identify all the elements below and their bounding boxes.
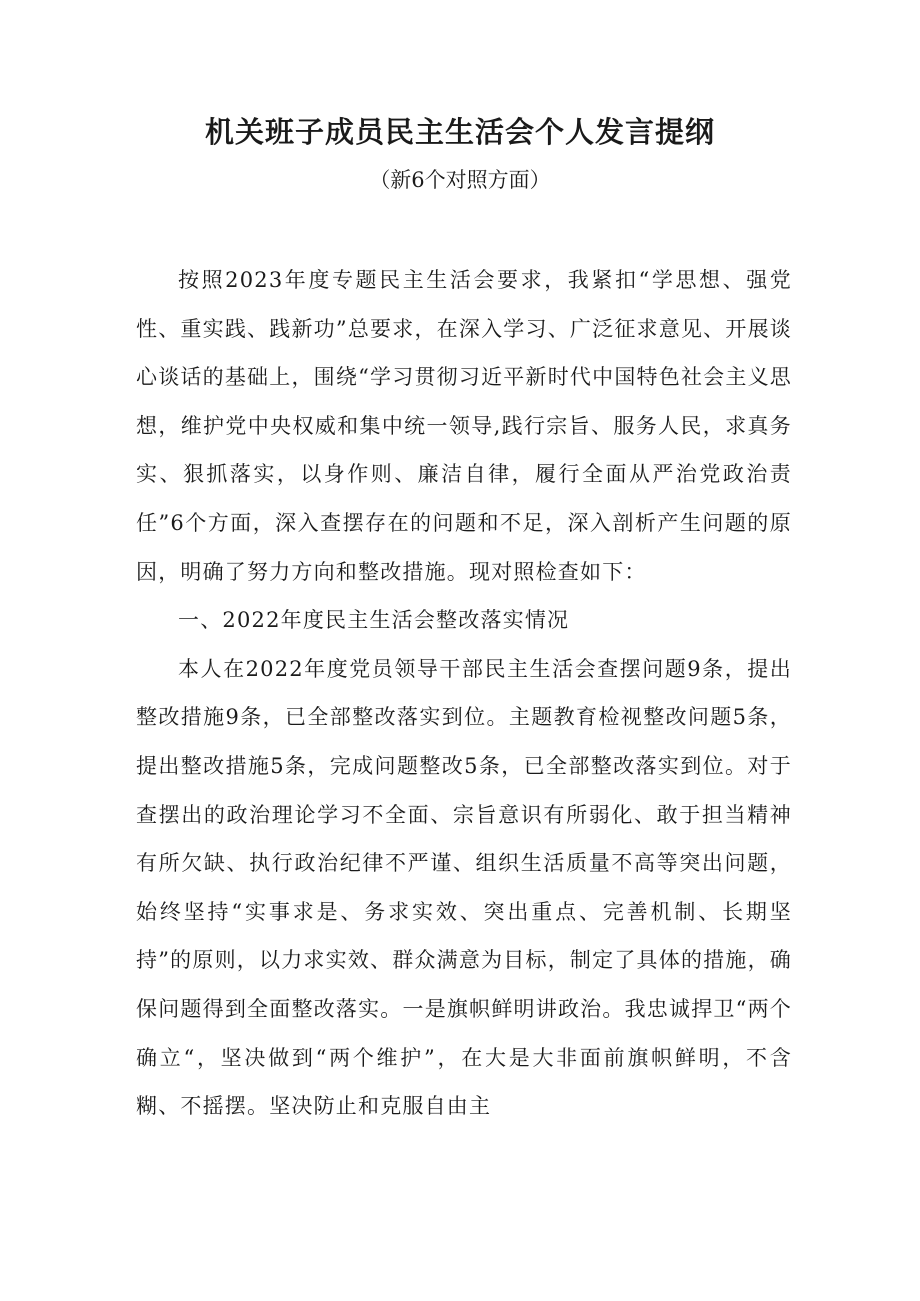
paragraph-section-1: 本人在2022年度党员领导干部民主生活会查摆问题9条，提出整改措施9条，已全部整改落实到位。主题教育检视整改问题5条，提出整改措施5条，完成问题整改5条，已全部整改落实到位。对于查摆出的政治理论学习不全面、宗旨意识有所弱化、敢于担当精神有所欠缺、执行政治纪律不严谨、组织生活质量不高等突出问题，始终坚持“实事求是、务求实效、突出重点、完善机制、长期坚持”的原则，以力求实效、群众满意为目标，制定了具体的措施，确保问题得到全面整改落实。一是旗帜鲜明讲政治。我忠诚捍卫“两个确立“，坚决做到“两个维护”，在大是大非面前旗帜鲜明，不含糊、不摇摆。坚决防止和克服自由主 (136, 656, 792, 1119)
paragraph-intro: 按照2023年度专题民主生活会要求，我紧扣“学思想、强党性、重实践、践新功”总要求，在深入学习、广泛征求意见、开展谈心谈话的基础上，围绕“学习贯彻习近平新时代中国特色社会主义思想，维护党中央权威和集中统一领导,践行宗旨、服务人民，求真务实、狠抓落实，以身作则、廉洁自律，履行全面从严治党政治责任”6个方面，深入查摆存在的问题和不足，深入剖析产生问题的原因，明确了努力方向和整改措施。现对照检查如下： (136, 268, 792, 584)
document-subtitle: （新6个对照方面） (369, 168, 551, 192)
section-heading-1: 一、2022年度民主生活会整改落实情况 (178, 608, 570, 633)
document-body (136, 256, 792, 1131)
document-title: 机关班子成员民主生活会个人发言提纲 (204, 115, 715, 149)
